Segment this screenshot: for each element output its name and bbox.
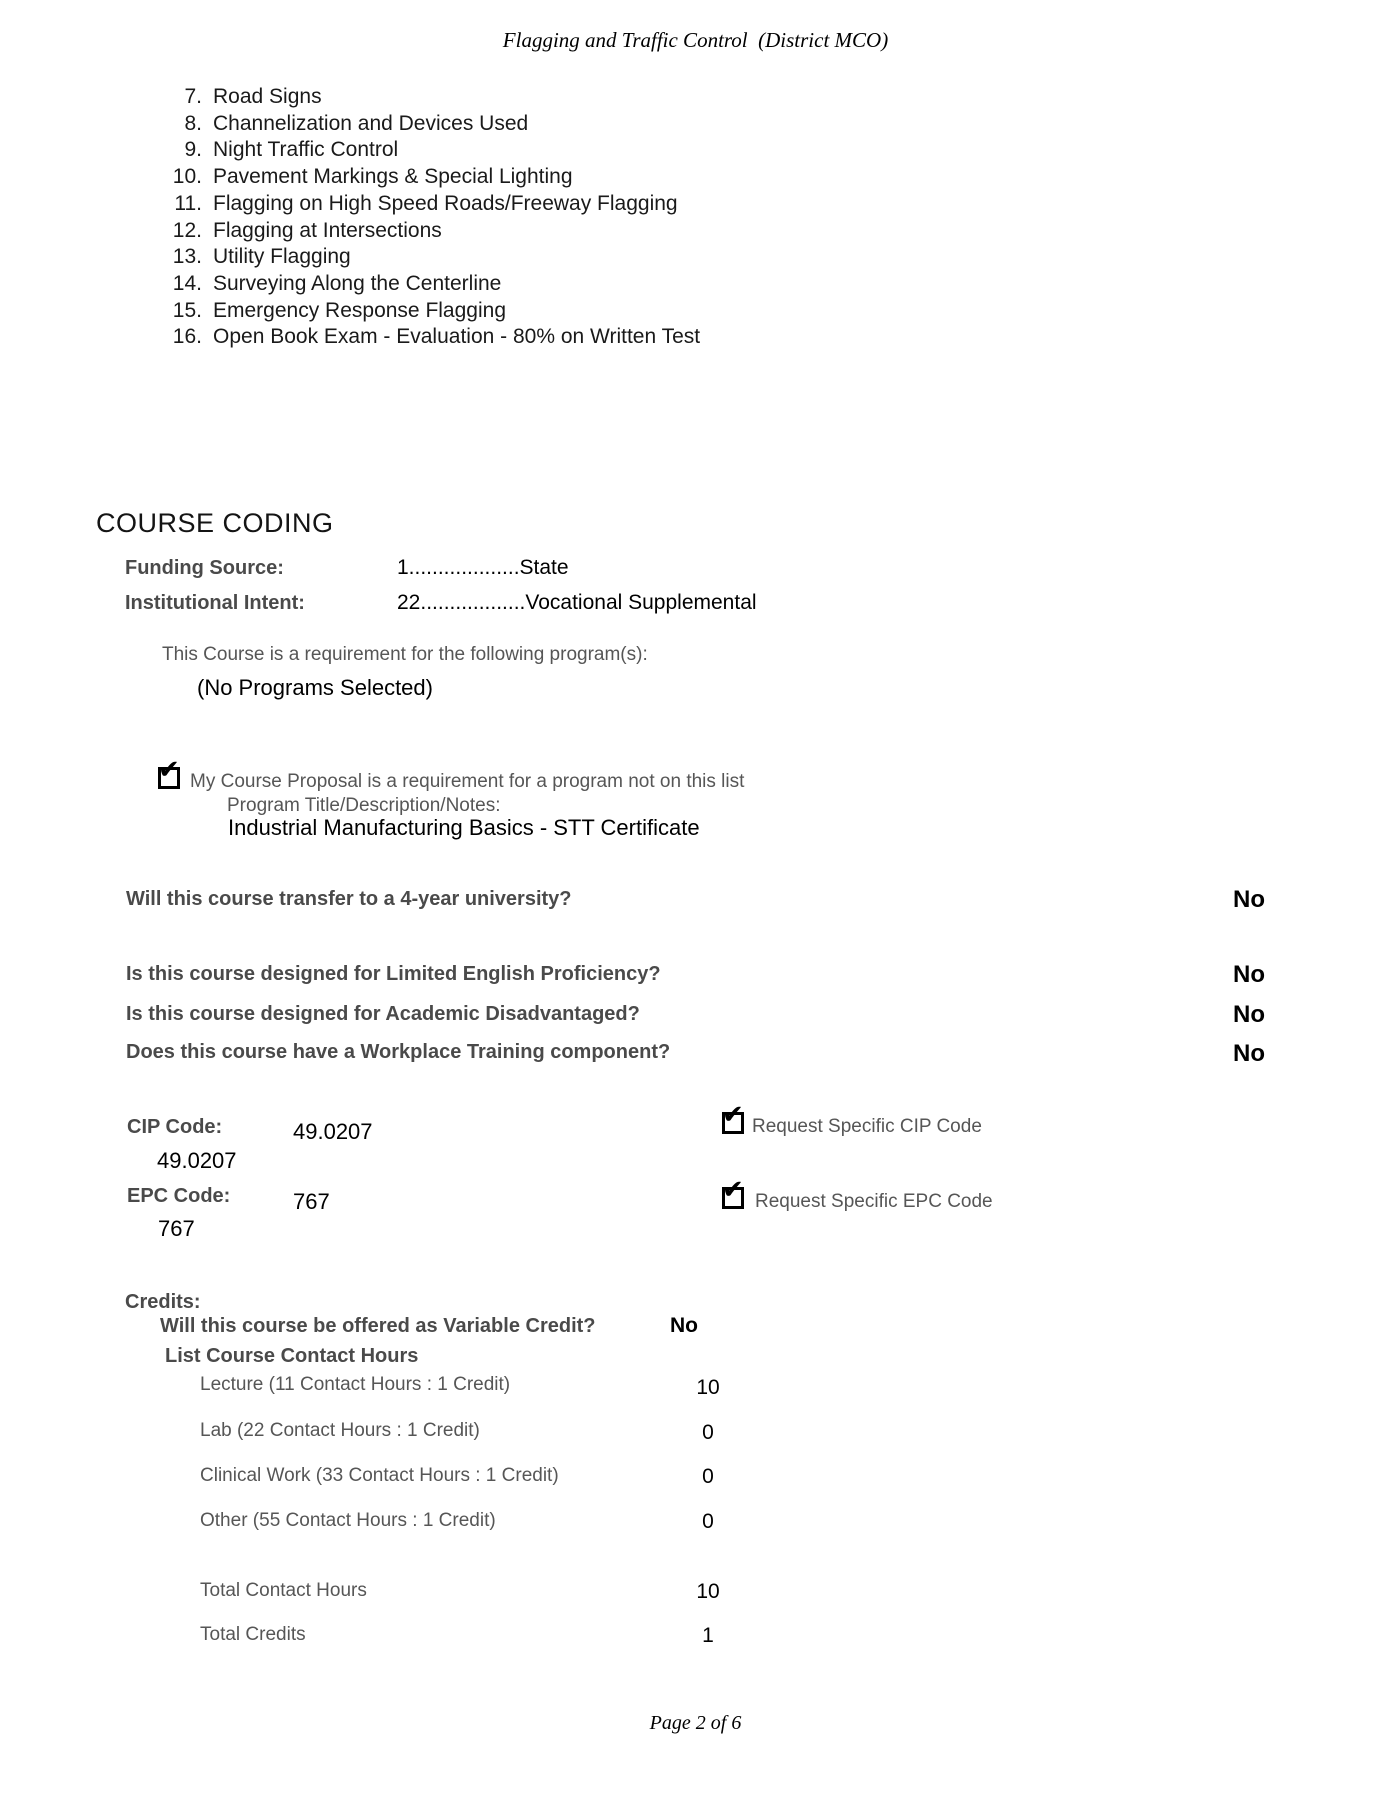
contact-row-lecture-label: Lecture (11 Contact Hours : 1 Credit) (200, 1374, 511, 1395)
outline-item-label: Emergency Response Flagging (213, 298, 506, 322)
outline-item-number: 14. (172, 271, 202, 295)
question-transfer-answer: No (1233, 886, 1265, 913)
outline-item (150, 137, 700, 164)
question-workplace-label: Does this course have a Workplace Training component? (126, 1041, 671, 1063)
epc-code-secondary-value: 767 (158, 1216, 195, 1241)
outline-item-number: 16. (172, 325, 202, 349)
outline-item-number: 13. (172, 245, 202, 269)
outline-item (150, 244, 700, 271)
outline-item-label: Pavement Markings & Special Lighting (213, 165, 573, 189)
outline-item-label: Surveying Along the Centerline (213, 271, 502, 295)
contact-row-other-label: Other (55 Contact Hours : 1 Credit) (200, 1510, 496, 1531)
outline-item (150, 298, 700, 325)
page-title: Flagging and Traffic Control (District MCO) (502, 28, 889, 52)
request-specific-cip-label: Request Specific CIP Code (752, 1116, 982, 1137)
question-academic-label: Is this course designed for Academic Disadvantaged? (126, 1003, 640, 1025)
no-programs-selected-text: (No Programs Selected) (197, 675, 433, 700)
program-notes-value: Industrial Manufacturing Basics - STT Certificate (228, 815, 700, 840)
outline-item (150, 191, 700, 218)
section-heading-course-coding: COURSE CODING (96, 508, 334, 538)
total-contact-hours-value: 10 (696, 1580, 720, 1603)
contact-row-other-value: 0 (702, 1510, 714, 1533)
check-icon: ✔ (722, 1100, 744, 1130)
outline-item-label: Flagging on High Speed Roads/Freeway Flagging (213, 191, 678, 215)
outline-item (150, 218, 700, 245)
outline-item-number: 10. (172, 165, 202, 189)
contact-row-lab-value: 0 (702, 1421, 714, 1444)
outline-item-label: Road Signs (213, 85, 322, 108)
institutional-intent-label: Institutional Intent: (125, 592, 305, 614)
proposal-requirement-label: My Course Proposal is a requirement for a program not on this list (190, 771, 745, 792)
institutional-intent-value: 22..................Vocational Supplemental (397, 591, 757, 614)
outline-item (150, 271, 700, 298)
outline-item-number: 12. (172, 218, 202, 242)
outline-item (150, 324, 700, 351)
course-outline-list (150, 84, 700, 351)
program-requirement-note: This Course is a requirement for the following program(s): (162, 644, 648, 665)
total-credits-value: 1 (702, 1624, 714, 1647)
outline-item-label: Utility Flagging (213, 245, 351, 269)
total-credits-label: Total Credits (200, 1624, 306, 1645)
outline-item-number: 9. (184, 138, 202, 162)
total-contact-hours-label: Total Contact Hours (200, 1580, 367, 1601)
outline-item-number: 11. (174, 191, 202, 215)
funding-source-label: Funding Source: (125, 557, 284, 579)
outline-item-label: Night Traffic Control (213, 138, 399, 162)
contact-hours-heading: List Course Contact Hours (165, 1345, 419, 1367)
contact-row-clinical-label: Clinical Work (33 Contact Hours : 1 Credit) (200, 1465, 559, 1486)
outline-item-number: 7. (184, 85, 202, 108)
outline-item-number: 8. (184, 111, 202, 135)
outline-item (150, 111, 700, 138)
variable-credit-question: Will this course be offered as Variable Credit? (160, 1315, 596, 1337)
question-transfer-label: Will this course transfer to a 4-year university? (126, 888, 572, 910)
credits-heading: Credits: (125, 1291, 201, 1313)
question-academic-answer: No (1233, 1001, 1265, 1028)
outline-item-number: 15. (172, 298, 202, 322)
question-lep-answer: No (1233, 961, 1265, 988)
page-footer: Page 2 of 6 (649, 1712, 742, 1734)
program-notes-label: Program Title/Description/Notes: (227, 795, 501, 816)
contact-row-lecture-value: 10 (696, 1376, 720, 1399)
cip-code-label: CIP Code: (127, 1116, 223, 1138)
outline-item (150, 84, 700, 111)
proposal-requirement-checkbox[interactable] (158, 755, 180, 789)
request-specific-cip-checkbox[interactable] (722, 1100, 744, 1134)
outline-item-label: Flagging at Intersections (213, 218, 442, 242)
contact-row-lab-label: Lab (22 Contact Hours : 1 Credit) (200, 1420, 480, 1441)
request-specific-epc-label: Request Specific EPC Code (755, 1191, 993, 1212)
cip-code-secondary-value: 49.0207 (157, 1148, 237, 1173)
outline-item-label: Open Book Exam - Evaluation - 80% on Written Test (213, 325, 701, 349)
funding-source-value: 1...................State (397, 556, 569, 579)
outline-item-label: Channelization and Devices Used (213, 111, 529, 135)
contact-row-clinical-value: 0 (702, 1465, 714, 1488)
question-workplace-answer: No (1233, 1040, 1265, 1067)
cip-code-value: 49.0207 (293, 1119, 373, 1144)
check-icon: ✔ (158, 755, 180, 785)
epc-code-value: 767 (293, 1189, 330, 1214)
outline-item (150, 164, 700, 191)
question-lep-label: Is this course designed for Limited English Proficiency? (126, 963, 661, 985)
check-icon: ✔ (722, 1175, 744, 1205)
epc-code-label: EPC Code: (127, 1185, 231, 1207)
variable-credit-answer: No (670, 1314, 698, 1337)
request-specific-epc-checkbox[interactable] (722, 1175, 744, 1209)
